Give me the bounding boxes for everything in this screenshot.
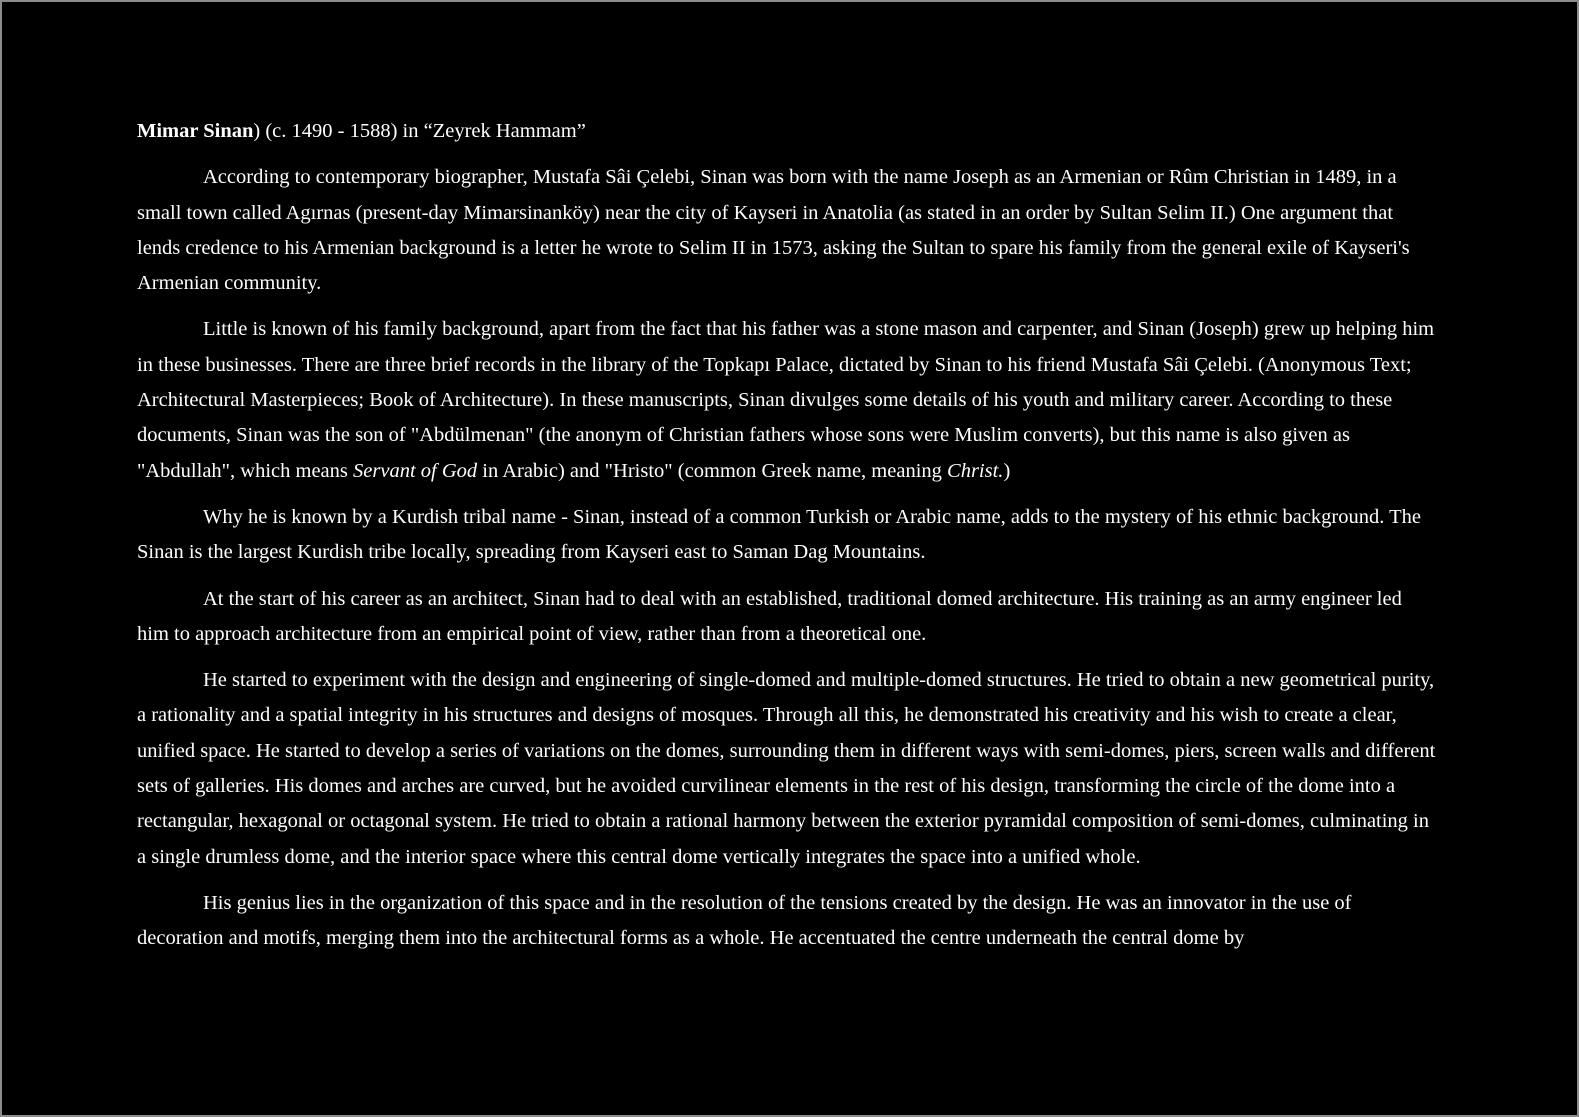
paragraph-domes: He started to experiment with the design and engineering of single-domed and multiple-domed structures. He tried to obtain a new geometrical purity, a rationality and a spatial integrity in his structures and designs of mosques. Through all this, he demonstrated his creativity and his wish to create a clear, unified space. He started to develop a series of variations on the domes, surrounding them in different ways with semi-domes, piers, screen walls and different sets of galleries. His domes and arches are curved, but he avoided curvilinear elements in the rest of his design, transforming the circle of the dome into a rectangular, hexagonal or octagonal system. He tried to obtain a rational harmony between the exterior pyramidal composition of semi-domes, culminating in a single drumless dome, and the interior space where this central dome vertically integrates the space into a unified whole. bbox=[137, 669, 1436, 868]
heading-name: Mimar Sinan bbox=[137, 120, 254, 142]
heading-subtitle: ) (c. 1490 - 1588) in “Zeyrek Hammam” bbox=[253, 120, 586, 142]
paragraph-genius: His genius lies in the organization of this space and in the resolution of the tensions created by the design. He was an innovator in the use of decoration and motifs, merging them into the architectural forms as a whole. He accentuated the centre underneath the central dome by bbox=[137, 891, 1352, 950]
paragraph-family bbox=[137, 312, 1437, 488]
document-heading bbox=[137, 114, 1437, 149]
paragraph-family-italic-a: Servant of God bbox=[353, 459, 478, 482]
paragraph-family-italic-b: Christ. bbox=[947, 459, 1004, 482]
paragraph-career-start: At the start of his career as an architect, Sinan had to deal with an established, traditional domed architecture. His training as an army engineer led him to approach architecture from an empirical point of view, rather than from a theoretical one. bbox=[137, 587, 1402, 645]
paragraph-birth: According to contemporary biographer, Mustafa Sâi Çelebi, Sinan was born with the name Joseph as an Armenian or Rûm Christian in 1489, in a small town called Agırnas (present-day Mimarsinanköy) near the city of Kayseri in Anatolia (as stated in an order by Sultan Selim II.) One argument that lends credence to his Armenian background is a letter he wrote to Selim II in 1573, asking the Sultan to spare his family from the general exile of Kayseri's Armenian community. bbox=[137, 166, 1410, 295]
paragraph-tribal-name: Why he is known by a Kurdish tribal name - Sinan, instead of a common Turkish or Arabic name, adds to the mystery of his ethnic background. The Sinan is the largest Kurdish tribe locally, spreading from Kayseri east to Saman Dag Mountains. bbox=[137, 505, 1422, 564]
paragraph-family-text-c: ) bbox=[1003, 459, 1011, 482]
paragraph-family-text-a: Little is known of his family background, apart from the fact that his father was a stone mason and carpenter, and Sinan (Joseph) grew up helping him in these businesses. There are three brief records in the library of the Topkapı Palace, dictated by Sinan to his friend Mustafa Sâi Çelebi. (Anonymous Text; Architectural Masterpieces; Book of Architecture). In these manuscripts, Sinan divulges some details of his youth and military career. According to these documents, Sinan was the son of "Abdülmenan" (the anonym of Christian fathers whose sons were Muslim converts), but this name is also given as "Abdullah", which means bbox=[137, 318, 1435, 482]
paragraph-family-text-b: in Arabic) and "Hristo" (common Greek name, meaning bbox=[477, 459, 948, 482]
document-page bbox=[137, 114, 1437, 968]
